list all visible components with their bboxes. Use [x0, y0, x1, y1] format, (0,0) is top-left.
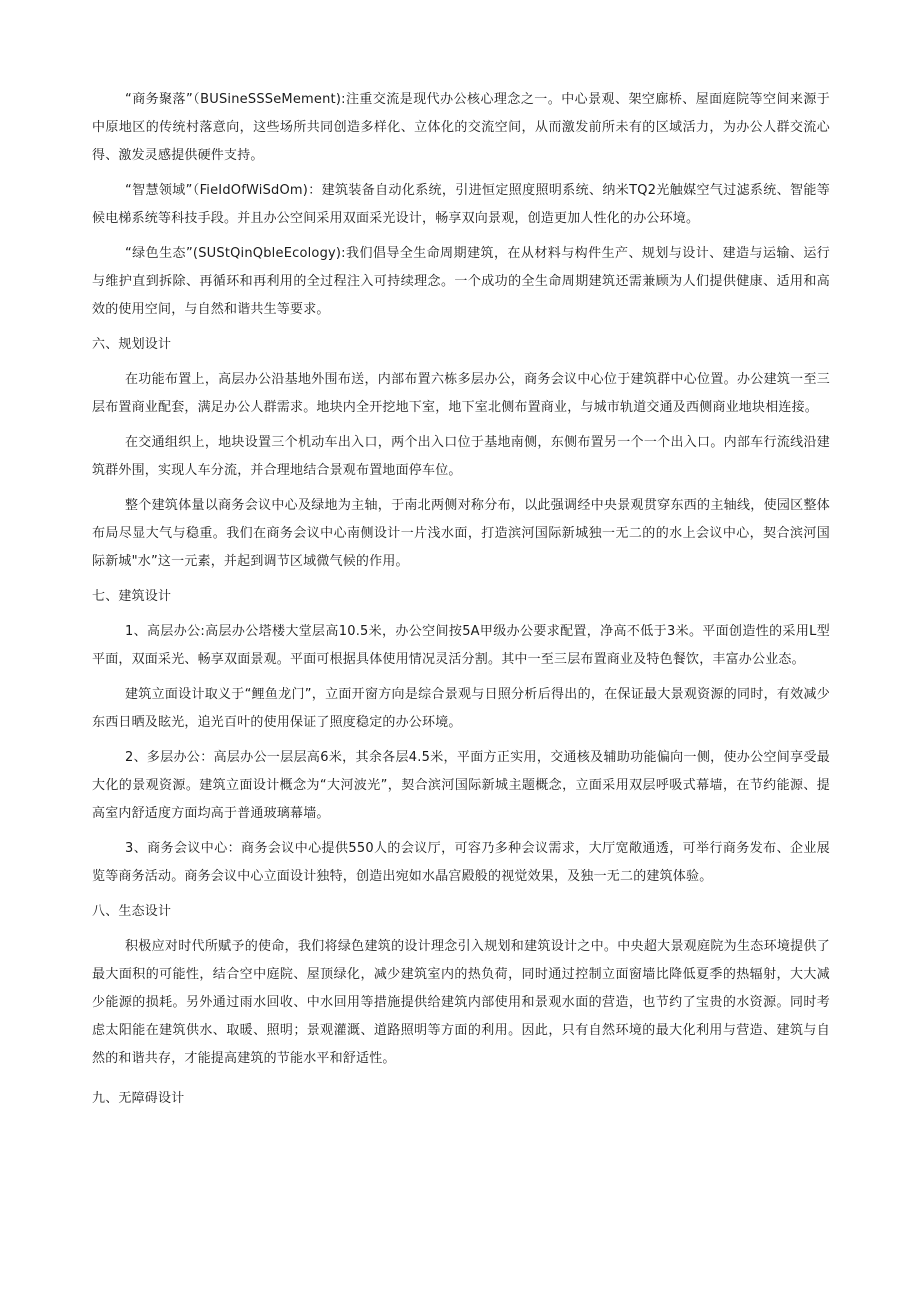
paragraph-highrise-office: 1、高层办公:高层办公塔楼大堂层高10.5米，办公空间按5A甲级办公要求配置，净高不低于3米。平面创造性的采用L型平面，双面采光、畅享双面景观。平面可根据具体使用情况灵活分割。其中一至三层布置商业及特色餐饮，丰富办公业态。 — [92, 624, 830, 667]
paragraph-green-ecology: “绿色生态”(SUStQinQbleEcology):我们倡导全生命周期建筑，在从材料与构件生产、规划与设计、建造与运输、运行与维护直到拆除、再循环和再利用的全过程注入可持续理念。一个成功的全生命周期建筑还需兼顾为人们提供健康、适用和高效的使用空间，与自然和谐共生等要求。 — [92, 246, 830, 317]
paragraph-function-layout: 在功能布置上，高层办公沿基地外围布送，内部布置六栋多层办公，商务会议中心位于建筑群中心位置。办公建筑一至三层布置商业配套，满足办公人群需求。地块内全开挖地下室，地下室北侧布置商业，与城市轨道交通及西侧商业地块相连接。 — [92, 372, 830, 415]
section-heading-accessibility: 九、无障碍设计 — [92, 1091, 185, 1106]
paragraph-green-design: 积极应对时代所赋予的使命，我们将绿色建筑的设计理念引入规划和建筑设计之中。中央超大景观庭院为生态环境提供了最大面积的可能性，结合空中庭院、屋顶绿化，减少建筑室内的热负荷，同时通过控制立面窗墙比降低夏季的热辐射，大大减少能源的损耗。另外通过雨水回收、中水回用等措施提供给建筑内部使用和景观水面的营造，也节约了宝贵的水资源。同时考虑太阳能在建筑供水、取暖、照明；景观灌溉、道路照明等方面的利用。因此，只有自然环境的最大化利用与营造、建筑与自然的和谐共存，才能提高建筑的节能水平和舒适性。 — [92, 939, 830, 1066]
section-heading-ecology: 八、生态设计 — [92, 904, 172, 919]
paragraph-wisdom-field: “智慧领域”（FieIdOfWiSdOm)：建筑装备自动化系统，引进恒定照度照明系统、纳米TQ2光触媒空气过滤系统、智能等候电梯系统等科技手段。并且办公空间采用双面采光设计，畅享双向景观，创造更加人性化的办公环境。 — [92, 183, 830, 226]
paragraph-massing: 整个建筑体量以商务会议中心及绿地为主轴，于南北两侧对称分布，以此强调经中央景观贯穿东西的主轴线，使园区整体布局尽显大气与稳重。我们在商务会议中心南侧设计一片浅水面，打造滨河国际新城独一无二的的水上会议中心，契合滨河国际新城"水”这一元素，并起到调节区域微气候的作用。 — [92, 498, 830, 569]
paragraph-multistory-office: 2、多层办公：高层办公一层层高6米，其余各层4.5米，平面方正实用，交通核及辅助功能偏向一侧，使办公空间享受最大化的景观资源。建筑立面设计概念为“大河波光”，契合滨河国际新城主题概念，立面采用双层呼吸式幕墙，在节约能源、提高室内舒适度方面均高于普通玻璃幕墙。 — [92, 750, 830, 821]
document-body — [92, 86, 830, 1120]
paragraph-business-cluster: “商务聚落”（BUSineSSSeMement):注重交流是现代办公核心理念之一。中心景观、架空廊桥、屋面庭院等空间来源于中原地区的传统村落意向，这些场所共同创造多样化、立体化的交流空间，从而激发前所未有的区域活力，为办公人群交流心得、激发灵感提供硬件支持。 — [92, 92, 830, 163]
paragraph-conference-center: 3、商务会议中心：商务会议中心提供550人的会议厅，可容乃多种会议需求，大厅宽敞通透，可举行商务发布、企业展览等商务活动。商务会议中心立面设计独特，创造出宛如水晶宫殿般的视觉效果，及独一无二的建筑体验。 — [92, 841, 830, 884]
section-heading-architecture: 七、建筑设计 — [92, 589, 172, 604]
paragraph-facade: 建筑立面设计取义于“鲤鱼龙门”，立面开窗方向是综合景观与日照分析后得出的，在保证最大景观资源的同时，有效减少东西日晒及眩光，追光百叶的使用保证了照度稳定的办公环境。 — [92, 687, 830, 730]
paragraph-traffic: 在交通组织上，地块设置三个机动车出入口，两个出入口位于基地南侧，东侧布置另一个一个出入口。内部车行流线沿建筑群外围，实现人车分流，并合理地结合景观布置地面停车位。 — [92, 435, 830, 478]
section-heading-planning: 六、规划设计 — [92, 337, 172, 352]
